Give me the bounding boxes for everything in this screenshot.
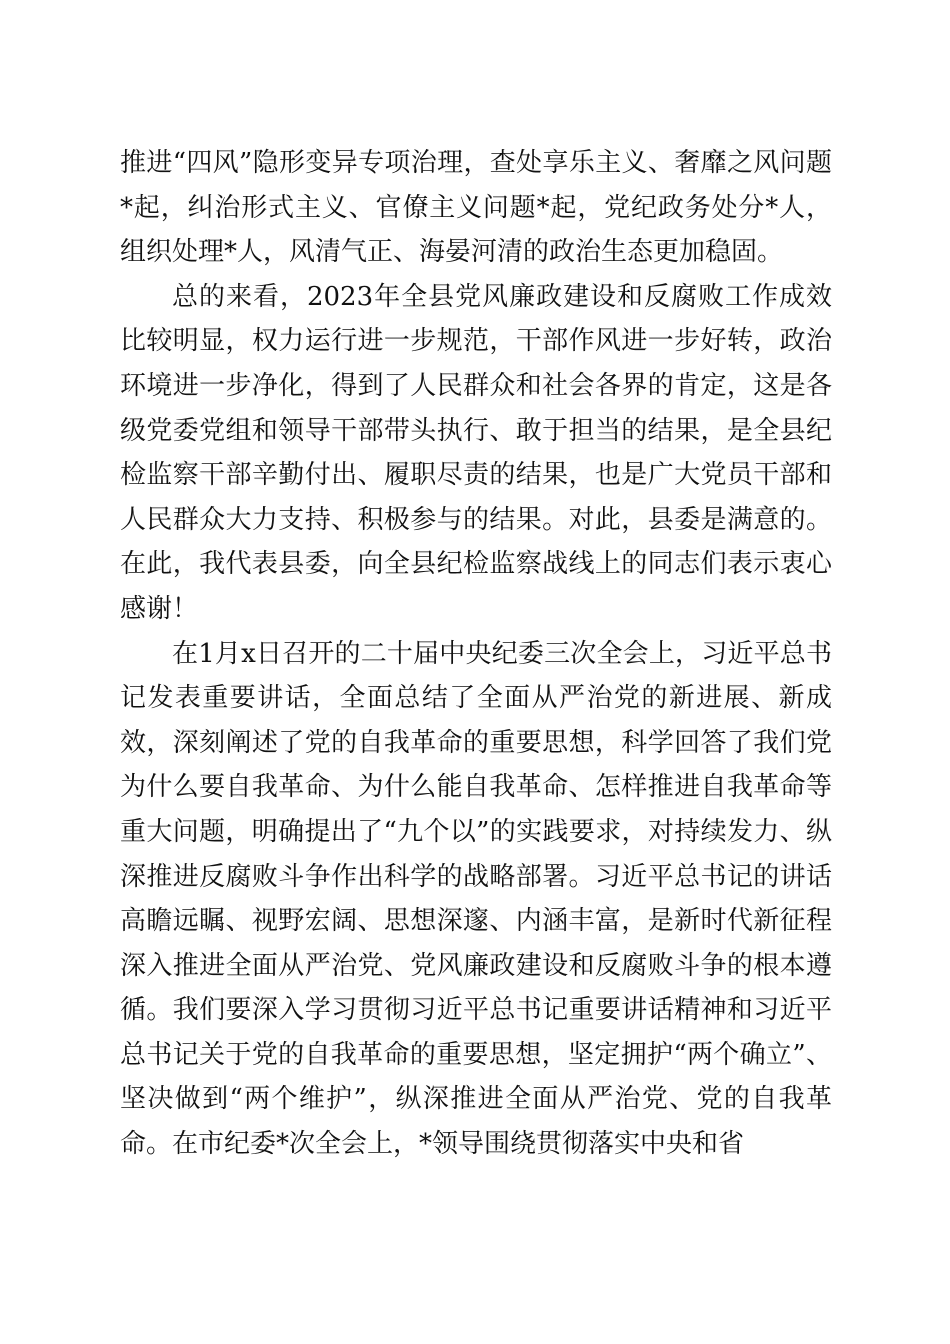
paragraph-plenary-session: 在1月x日召开的二十届中央纪委三次全会上，习近平总书记发表重要讲话，全面总结了全面从严治党的新进展、新成效，深刻阐述了党的自我革命的重要思想，科学回答了我们党为什么要自我革命、为什么能自我革命、怎样推进自我革命等重大问题，明确提出了“九个以”的实践要求，对持续发力、纵深推进反腐败斗争作出科学的战略部署。习近平总书记的讲话高瞻远瞩、视野宏阔、思想深邃、内涵丰富，是新时代新征程深入推进全面从严治党、党风廉政建设和反腐败斗争的根本遵循。我们要深入学习贯彻习近平总书记重要讲话精神和习近平总书记关于党的自我革命的重要思想，坚定拥护“两个确立”、坚决做到“两个维护”，纵深推进全面从严治党、党的自我革命。在市纪委*次全会上，*领导围绕贯彻落实中央和省 [120, 638, 832, 1160]
paragraph-summary: 总的来看，2023年全县党风廉政建设和反腐败工作成效比较明显，权力运行进一步规范，干部作风进一步好转，政治环境进一步净化，得到了人民群众和社会各界的肯定，这是各级党委党组和领导干部带头执行、敢于担当的结果，是全县纪检监察干部辛勤付出、履职尽责的结果，也是广大党员干部和人民群众大力支持、积极参与的结果。对此，县委是满意的。在此，我代表县委，向全县纪检监察战线上的同志们表示衷心感谢！ [120, 281, 832, 624]
document-body [120, 141, 832, 1167]
paragraph-continuation: 推进“四风”隐形变异专项治理，查处享乐主义、奢靡之风问题*起，纠治形式主义、官僚主义问题*起，党纪政务处分*人，组织处理*人，风清气正、海晏河清的政治生态更加稳固。 [120, 148, 832, 268]
